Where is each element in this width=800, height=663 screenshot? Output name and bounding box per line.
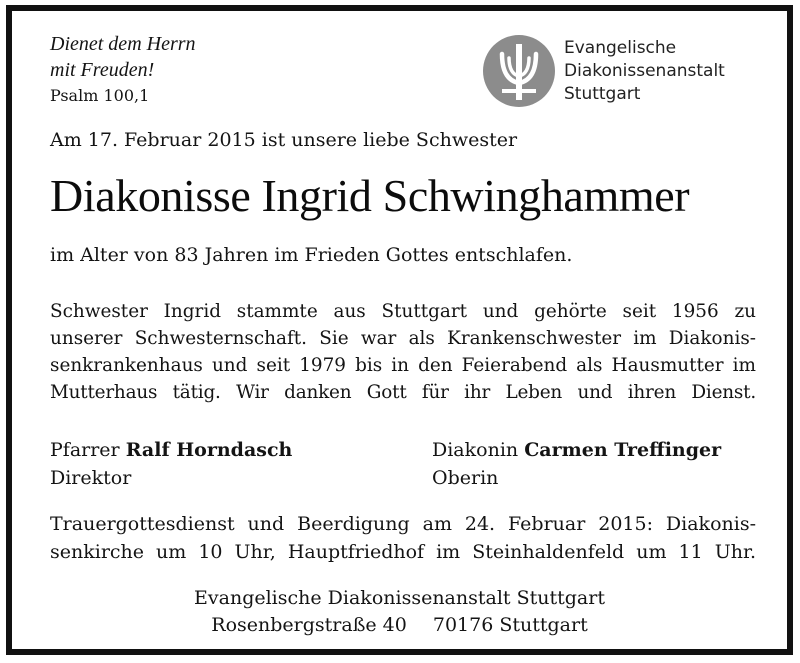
announcement-age-line: im Alter von 83 Jahren im Frieden Gottes entschlafen. [50,244,573,266]
announcement-intro: Am 17. Februar 2015 ist unsere liebe Schwester [50,129,518,151]
signatory-name: Carmen Treffinger [524,439,722,461]
funeral-service-info [50,510,756,566]
signatory-name: Ralf Horndasch [125,439,293,461]
verse-reference: Psalm 100,1 [50,86,150,105]
signatory-title: Pfarrer [50,439,120,461]
signatory-role: Direktor [50,467,132,489]
obituary-notice [6,5,793,655]
organization-logo [482,31,752,111]
footer-city: 70176 Stuttgart [432,614,588,636]
bible-verse [50,31,196,109]
logo-line-3: Stuttgart [564,84,641,104]
footer-org-name: Evangelische Diakonissenanstalt Stuttgart [194,587,605,609]
bio-line: unserer Schwesternschaft. Sie war als Krankenschwester im Diakonis- [50,328,756,349]
service-line: Trauergottesdienst und Beerdigung am 24. Februar 2015: Diakonis- [50,513,756,535]
deceased-name: Diakonisse Ingrid Schwinghammer [50,170,690,221]
logo-line-1: Evangelische [564,38,677,58]
bio-line: senkrankenhaus und seit 1979 bis in den Feierabend als Hausmutter im [50,355,756,376]
logo-line-2: Diakonissenanstalt [564,61,725,81]
service-line: senkirche um 10 Uhr, Hauptfriedhof im Steinhaldenfeld um 11 Uhr. [50,541,756,563]
biography-paragraph [50,298,756,406]
footer-address-line [12,612,787,639]
bio-line: Schwester Ingrid stammte aus Stuttgart und gehörte seit 1956 zu [50,301,756,322]
verse-line-2: mit Freuden! [50,59,155,81]
signatory-title: Diakonin [432,439,519,461]
signatory-role: Oberin [432,467,499,489]
bio-line: Mutterhaus tätig. Wir danken Gott für ihr Leben und ihren Dienst. [50,382,756,403]
verse-line-1: Dienet dem Herrn [50,33,196,55]
dove-cross-emblem-icon [482,34,556,108]
organization-wordmark [564,37,725,106]
signatory-director [50,436,292,492]
signatory-matron [432,436,721,492]
footer-street: Rosenbergstraße 40 [211,614,407,636]
organization-address [12,585,787,639]
